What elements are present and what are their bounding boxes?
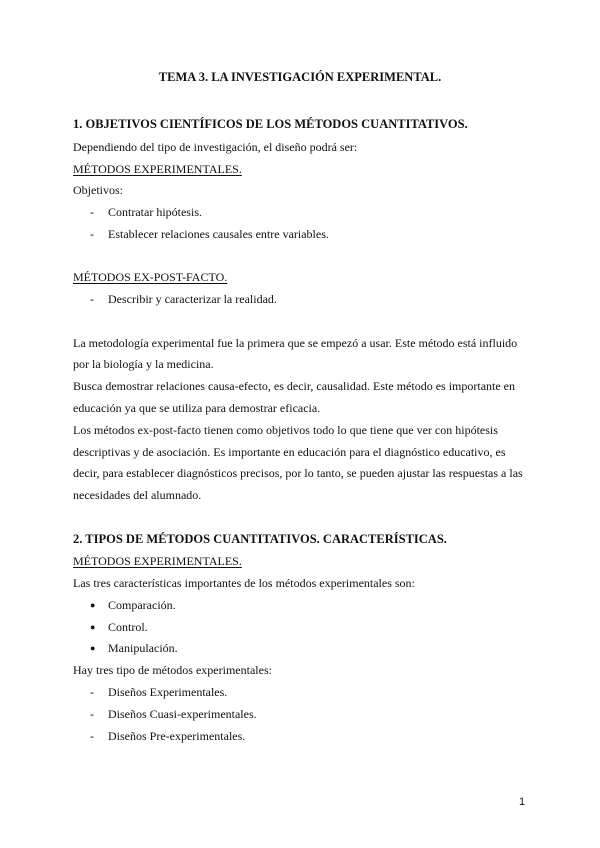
paragraph-line: educación ya que se utiliza para demostrar eficacia. xyxy=(73,401,321,415)
list-dash: - xyxy=(90,685,94,699)
list-dash: - xyxy=(90,227,94,241)
list-dash: - xyxy=(90,292,94,306)
experimental-methods-heading: MÉTODOS EXPERIMENTALES. xyxy=(73,162,242,176)
paragraph-line: necesidades del alumnado. xyxy=(73,488,202,502)
bullet-icon: ● xyxy=(90,643,96,653)
section-2-heading: 2. TIPOS DE MÉTODOS CUANTITATIVOS. CARACTERÍSTICAS. xyxy=(73,532,447,546)
page-number: 1 xyxy=(519,796,526,808)
list-dash: - xyxy=(90,205,94,219)
bullet-icon: ● xyxy=(90,600,96,610)
paragraph-line: La metodología experimental fue la primera que se empezó a usar. Este método está influido xyxy=(73,336,518,350)
experimental-methods-heading-2: MÉTODOS EXPERIMENTALES. xyxy=(73,554,242,568)
types-intro: Hay tres tipo de métodos experimentales: xyxy=(73,663,272,677)
list-item: Manipulación. xyxy=(108,641,178,655)
list-item: Contratar hipótesis. xyxy=(108,205,202,219)
paragraph-line: decir, para establecer diagnósticos precisos, por lo tanto, se pueden ajustar las respuestas a las xyxy=(73,466,523,480)
list-item: Establecer relaciones causales entre variables. xyxy=(108,227,329,241)
paragraph-line: Los métodos ex-post-facto tienen como objetivos todo lo que tiene que ver con hipótesis xyxy=(73,423,498,437)
list-dash: - xyxy=(90,707,94,721)
list-item: Control. xyxy=(108,620,148,634)
bullet-icon: ● xyxy=(90,622,96,632)
list-item: Comparación. xyxy=(108,598,176,612)
paragraph-line: Busca demostrar relaciones causa-efecto, es decir, causalidad. Este método es importante en xyxy=(73,379,516,393)
expostfacto-heading: MÉTODOS EX-POST-FACTO. xyxy=(73,270,228,284)
list-item: Diseños Cuasi-experimentales. xyxy=(108,707,257,721)
list-item: Describir y caracterizar la realidad. xyxy=(108,292,277,306)
characteristics-intro: Las tres características importantes de los métodos experimentales son: xyxy=(73,576,415,590)
paragraph-line: por la biología y la medicina. xyxy=(73,357,214,371)
list-item: Diseños Pre-experimentales. xyxy=(108,729,246,743)
list-dash: - xyxy=(90,729,94,743)
paragraph-line: descriptivas y de asociación. Es importante en educación para el diagnóstico educativo, es xyxy=(73,445,506,459)
section-1-intro: Dependiendo del tipo de investigación, el diseño podrá ser: xyxy=(73,140,358,154)
objectives-label: Objetivos: xyxy=(73,183,123,197)
list-item: Diseños Experimentales. xyxy=(108,685,228,699)
page-title: TEMA 3. LA INVESTIGACIÓN EXPERIMENTAL. xyxy=(158,70,442,84)
section-1-heading: 1. OBJETIVOS CIENTÍFICOS DE LOS MÉTODOS CUANTITATIVOS. xyxy=(73,117,468,131)
